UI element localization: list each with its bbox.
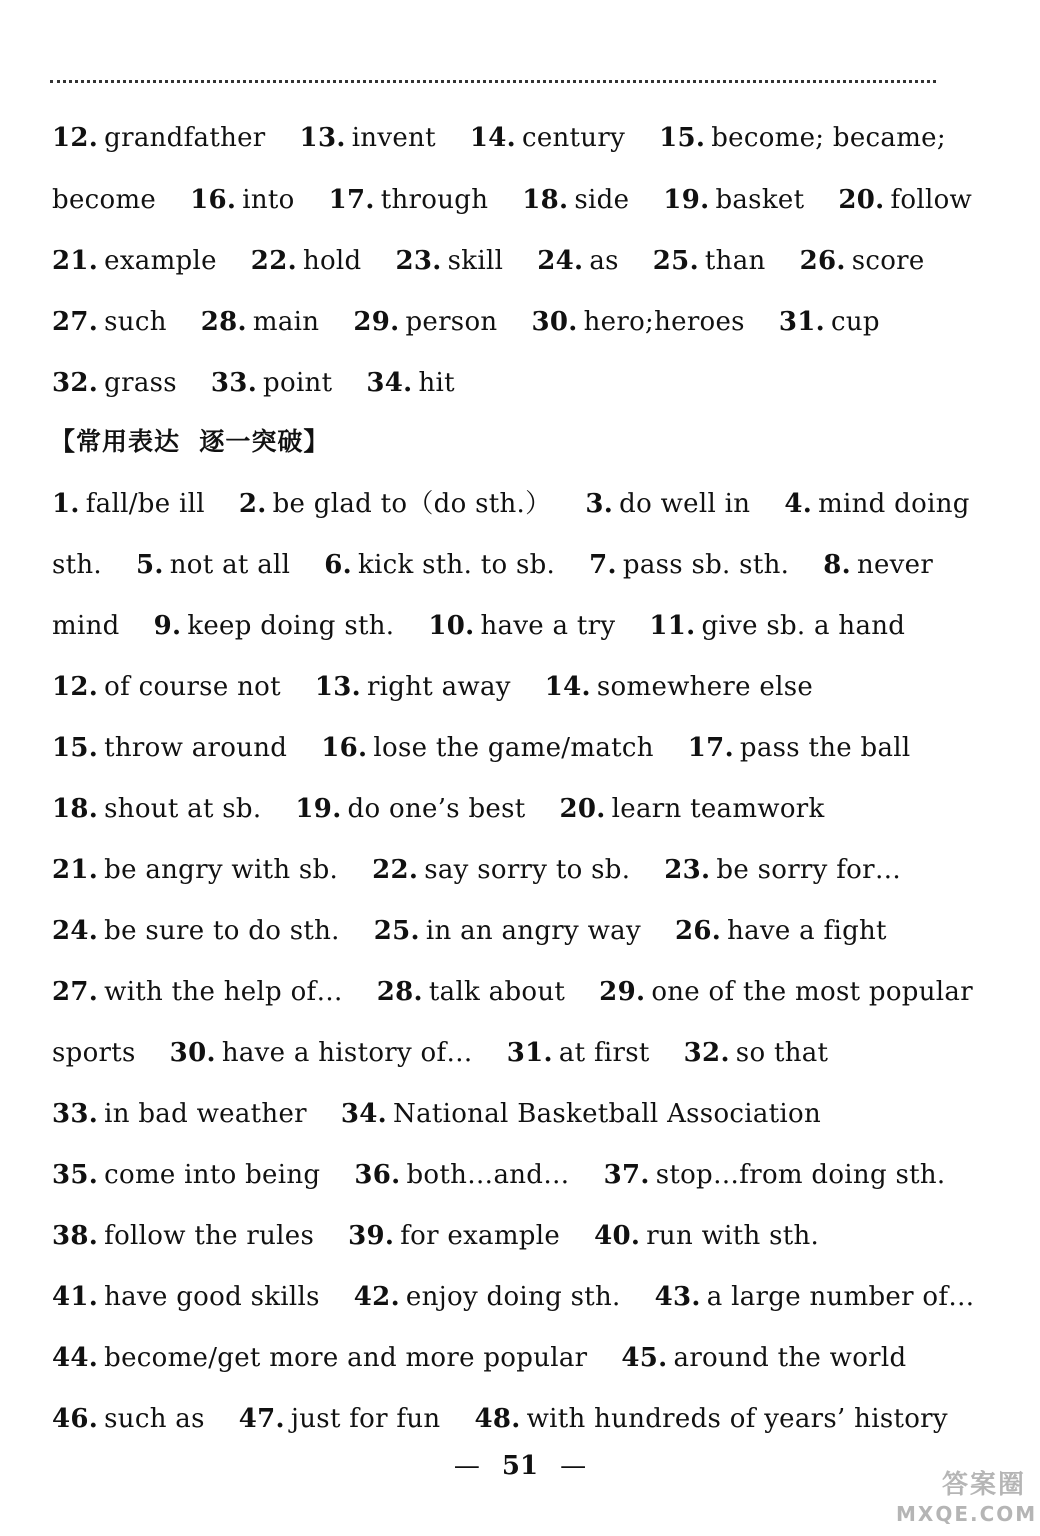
- answer-item: [522, 185, 629, 215]
- answer-number: 42.: [353, 1282, 400, 1312]
- answer-line: [52, 1094, 952, 1134]
- answer-number: 48.: [474, 1404, 521, 1434]
- answer-item: [136, 550, 290, 580]
- answer-number: 44.: [52, 1343, 99, 1373]
- answer-text: hold: [302, 246, 362, 276]
- answer-text: as: [589, 246, 619, 276]
- answer-item: [52, 977, 343, 1007]
- answer-item: [321, 733, 654, 763]
- answer-line: [52, 911, 952, 951]
- answer-text: follow: [890, 185, 973, 215]
- answer-item: [52, 489, 205, 519]
- answer-text: so that: [735, 1038, 829, 1068]
- answer-text: with the help of…: [104, 977, 343, 1007]
- footer-dash-right: —: [560, 1451, 587, 1481]
- answer-text: through: [380, 185, 489, 215]
- answer-item: [684, 1038, 829, 1068]
- answer-text: a large number of…: [706, 1282, 975, 1312]
- answer-number: 33.: [52, 1099, 99, 1129]
- answer-line: [52, 1033, 952, 1073]
- answer-line: [52, 484, 970, 524]
- answer-text: become/get more and more popular: [104, 1343, 588, 1373]
- answer-item: [663, 185, 804, 215]
- answer-item: [52, 550, 102, 580]
- answer-text: of course not: [104, 672, 281, 702]
- answer-text: with hundreds of years’ history: [526, 1404, 948, 1434]
- answer-text: at first: [558, 1038, 650, 1068]
- answer-item: [295, 794, 525, 824]
- answer-text: not at all: [169, 550, 291, 580]
- answer-number: 16.: [321, 733, 368, 763]
- answer-text: National Basketball Association: [393, 1099, 822, 1129]
- answer-number: 26.: [799, 246, 846, 276]
- answer-item: [474, 1404, 947, 1434]
- answer-item: [348, 1221, 560, 1251]
- answer-line: [52, 789, 952, 829]
- answer-number: 6.: [324, 550, 352, 580]
- answer-text: into: [242, 185, 295, 215]
- answer-number: 11.: [649, 611, 696, 641]
- answer-number: 24.: [52, 916, 99, 946]
- answer-item: [531, 307, 744, 337]
- answer-item: [396, 246, 504, 276]
- answer-item: [537, 246, 619, 276]
- answer-item: [52, 185, 156, 215]
- answer-item: [52, 307, 167, 337]
- answer-item: [52, 1343, 587, 1373]
- answer-text: basket: [715, 185, 805, 215]
- answer-item: [52, 1160, 320, 1190]
- answer-line: [52, 1277, 975, 1317]
- answer-text: be sorry for…: [716, 855, 902, 885]
- answer-item: [589, 550, 789, 580]
- answer-text: be sure to do sth.: [104, 916, 340, 946]
- answer-number: 15.: [52, 733, 99, 763]
- answer-number: 28.: [376, 977, 423, 1007]
- answer-text: such: [104, 307, 167, 337]
- answer-item: [604, 1160, 946, 1190]
- answer-item: [372, 855, 630, 885]
- answer-item: [52, 368, 177, 398]
- answer-text: point: [263, 368, 333, 398]
- answer-item: [52, 794, 261, 824]
- answer-text: grass: [104, 368, 177, 398]
- answer-text: both…and…: [406, 1160, 570, 1190]
- watermark-logo-text: 答案圈: [941, 1470, 1026, 1500]
- answer-text: say sorry to sb.: [424, 855, 631, 885]
- answer-item: [52, 672, 281, 702]
- answer-text: main: [252, 307, 320, 337]
- answer-number: 28.: [200, 307, 247, 337]
- answer-number: 24.: [537, 246, 584, 276]
- answer-number: 27.: [52, 307, 99, 337]
- answer-number: 12.: [52, 672, 99, 702]
- answer-item: [649, 611, 905, 641]
- answer-item: [52, 611, 120, 641]
- answer-item: [545, 672, 813, 702]
- answer-item: [170, 1038, 473, 1068]
- answer-number: 20.: [838, 185, 885, 215]
- answer-item: [52, 123, 266, 153]
- answer-item: [621, 1343, 906, 1373]
- answer-item: [428, 611, 615, 641]
- answer-number: 31.: [506, 1038, 553, 1068]
- answer-text: never: [856, 550, 934, 580]
- answer-item: [653, 246, 766, 276]
- answer-text: enjoy doing sth.: [405, 1282, 621, 1312]
- answer-number: 4.: [784, 489, 813, 519]
- answer-number: 38.: [52, 1221, 99, 1251]
- answer-number: 7.: [589, 550, 617, 580]
- answer-item: [154, 611, 395, 641]
- answer-number: 18.: [522, 185, 569, 215]
- watermark-logo: [896, 1468, 1038, 1530]
- answer-text: do well in: [619, 489, 751, 519]
- page-number: 51: [501, 1451, 539, 1481]
- answer-text: stop…from doing sth.: [655, 1160, 946, 1190]
- section-heading: 【常用表达 逐一突破】: [50, 427, 330, 456]
- answer-number: 8.: [823, 550, 851, 580]
- answer-item: [353, 307, 497, 337]
- answer-text: grandfather: [104, 123, 266, 153]
- answer-number: 23.: [664, 855, 711, 885]
- answer-line: [52, 363, 952, 403]
- answer-number: 2.: [238, 489, 267, 519]
- answer-number: 29.: [353, 307, 400, 337]
- answer-number: 19.: [663, 185, 710, 215]
- answer-text: hit: [418, 368, 455, 398]
- answer-text: mind doing: [818, 489, 970, 519]
- answer-text: around the world: [673, 1343, 907, 1373]
- answer-text: fall/be ill: [85, 489, 205, 519]
- answer-item: [594, 1221, 819, 1251]
- answer-item: [52, 733, 287, 763]
- dotted-separator: [50, 80, 936, 83]
- answer-item: [560, 794, 825, 824]
- answer-item: [655, 1282, 975, 1312]
- answer-text: become; became;: [711, 123, 946, 153]
- answer-item: [664, 855, 901, 885]
- answer-number: 15.: [659, 123, 706, 153]
- answer-text: lose the game/match: [373, 733, 654, 763]
- answer-text: score: [851, 246, 925, 276]
- answer-item: [52, 855, 338, 885]
- answer-item: [52, 1099, 307, 1129]
- answer-text: do one’s best: [347, 794, 526, 824]
- answer-number: 5.: [136, 550, 164, 580]
- answer-number: 43.: [654, 1282, 701, 1312]
- answer-item: [585, 489, 750, 519]
- answer-number: 30.: [531, 307, 578, 337]
- answer-number: 13.: [314, 672, 361, 702]
- answer-text: have a fight: [727, 916, 887, 946]
- answer-text: keep doing sth.: [187, 611, 395, 641]
- answer-item: [52, 1404, 205, 1434]
- answer-text: have a try: [480, 611, 616, 641]
- answer-item: [688, 733, 911, 763]
- answer-number: 3.: [585, 489, 614, 519]
- answer-number: 18.: [52, 794, 99, 824]
- answer-number: 39.: [348, 1221, 395, 1251]
- answer-line: [52, 302, 952, 342]
- answer-item: [315, 672, 511, 702]
- answer-number: 10.: [428, 611, 475, 641]
- answer-text: cup: [830, 307, 880, 337]
- answer-number: 25.: [652, 246, 699, 276]
- answer-number: 13.: [299, 123, 346, 153]
- answer-number: 17.: [687, 733, 734, 763]
- answer-line: [52, 667, 952, 707]
- answer-number: 32.: [52, 368, 99, 398]
- answer-item: [201, 307, 320, 337]
- answer-text: in bad weather: [104, 1099, 307, 1129]
- answer-text: pass the ball: [739, 733, 911, 763]
- answer-number: 17.: [328, 185, 375, 215]
- answer-number: 47.: [238, 1404, 285, 1434]
- answer-number: 21.: [52, 855, 99, 885]
- answer-number: 36.: [354, 1160, 401, 1190]
- answer-text: example: [104, 246, 217, 276]
- answer-item: [377, 977, 565, 1007]
- answer-item: [470, 123, 625, 153]
- answer-item: [52, 1282, 320, 1312]
- answer-text: in an angry way: [425, 916, 641, 946]
- answer-line: [52, 972, 973, 1012]
- answer-item: [374, 916, 641, 946]
- answer-item: [300, 123, 436, 153]
- answer-item: [507, 1038, 650, 1068]
- answer-item: [366, 368, 455, 398]
- answer-item: [52, 246, 217, 276]
- answer-number: 20.: [559, 794, 606, 824]
- answer-number: 23.: [395, 246, 442, 276]
- answer-number: 14.: [469, 123, 516, 153]
- answer-text: one of the most popular: [651, 977, 973, 1007]
- answer-line: [52, 850, 952, 890]
- answer-text: become: [52, 185, 157, 215]
- answer-number: 34.: [340, 1099, 388, 1129]
- answer-item: [239, 1404, 441, 1434]
- answer-text: such as: [104, 1404, 205, 1434]
- answer-number: 46.: [52, 1404, 99, 1434]
- answer-item: [341, 1099, 821, 1129]
- answer-text: just for fun: [290, 1404, 441, 1434]
- answer-line: [52, 1155, 952, 1195]
- answer-text: sth.: [52, 550, 103, 580]
- answer-line: [52, 180, 973, 220]
- answer-text: come into being: [104, 1160, 321, 1190]
- answer-line: [52, 118, 952, 158]
- answer-text: throw around: [104, 733, 288, 763]
- answer-text: side: [574, 185, 630, 215]
- answer-item: [52, 1221, 314, 1251]
- answer-text: than: [704, 246, 766, 276]
- answer-item: [52, 1038, 136, 1068]
- footer-dash-left: —: [453, 1451, 480, 1481]
- answer-item: [838, 185, 972, 215]
- answer-number: 45.: [621, 1343, 668, 1373]
- answer-text: pass sb. sth.: [622, 550, 790, 580]
- answer-item: [675, 916, 887, 946]
- answer-text: be angry with sb.: [104, 855, 339, 885]
- answer-item: [324, 550, 555, 580]
- answer-line: [52, 728, 952, 768]
- answer-number: 21.: [52, 246, 99, 276]
- answer-line: [52, 1338, 952, 1378]
- answer-text: mind: [52, 611, 120, 641]
- answer-number: 29.: [599, 977, 646, 1007]
- answer-item: [800, 246, 925, 276]
- answer-item: [659, 123, 946, 153]
- answer-item: [329, 185, 489, 215]
- answer-item: [211, 368, 332, 398]
- answer-number: 35.: [52, 1160, 99, 1190]
- answer-number: 25.: [373, 916, 420, 946]
- answer-text: somewhere else: [596, 672, 814, 702]
- answer-number: 31.: [778, 307, 825, 337]
- answer-item: [354, 1160, 569, 1190]
- answer-number: 41.: [52, 1282, 99, 1312]
- answer-number: 40.: [594, 1221, 641, 1251]
- answer-item: [239, 489, 552, 519]
- answer-item: [251, 246, 362, 276]
- answer-item: [784, 489, 969, 519]
- answer-item: [823, 550, 933, 580]
- answer-number: 22.: [250, 246, 297, 276]
- answer-line: [52, 241, 952, 281]
- answer-line: [52, 1216, 952, 1256]
- answer-text: kick sth. to sb.: [357, 550, 556, 580]
- answer-text: talk about: [428, 977, 566, 1007]
- answer-number: 37.: [603, 1160, 650, 1190]
- answer-text: for example: [400, 1221, 561, 1251]
- answer-number: 26.: [674, 916, 722, 946]
- answer-line: [52, 606, 952, 646]
- answer-number: 34.: [366, 368, 413, 398]
- answer-text: skill: [447, 246, 504, 276]
- answer-text: have a history of…: [221, 1038, 473, 1068]
- answer-number: 22.: [372, 855, 419, 885]
- answer-number: 14.: [544, 672, 591, 702]
- answer-number: 27.: [52, 977, 99, 1007]
- answer-text: sports: [52, 1038, 136, 1068]
- answer-text: follow the rules: [104, 1221, 315, 1251]
- answer-text: right away: [366, 672, 511, 702]
- answer-text: learn teamwork: [611, 794, 825, 824]
- answer-item: [779, 307, 880, 337]
- answer-number: 16.: [190, 185, 237, 215]
- answer-item: [599, 977, 973, 1007]
- answer-number: 1.: [52, 489, 80, 519]
- watermark-site-text: MXQE.COM: [896, 1502, 1038, 1526]
- answer-text: give sb. a hand: [701, 611, 906, 641]
- answer-text: person: [405, 307, 498, 337]
- answer-number: 12.: [52, 123, 99, 153]
- page-footer: [0, 1446, 1040, 1486]
- answer-line: [52, 545, 952, 585]
- answer-number: 32.: [683, 1038, 730, 1068]
- answer-text: hero;heroes: [583, 307, 745, 337]
- answer-number: 30.: [169, 1038, 216, 1068]
- answer-text: have good skills: [104, 1282, 320, 1312]
- answer-text: be glad to（do sth.）: [272, 489, 552, 519]
- answer-text: shout at sb.: [104, 794, 262, 824]
- answer-number: 9.: [153, 611, 182, 641]
- answer-text: invent: [351, 123, 436, 153]
- answer-item: [190, 185, 295, 215]
- answer-text: century: [521, 123, 626, 153]
- answer-line: [52, 1399, 952, 1439]
- answer-item: [354, 1282, 621, 1312]
- answer-item: [52, 916, 340, 946]
- answer-number: 33.: [210, 368, 258, 398]
- answer-text: run with sth.: [646, 1221, 820, 1251]
- answer-number: 19.: [295, 794, 342, 824]
